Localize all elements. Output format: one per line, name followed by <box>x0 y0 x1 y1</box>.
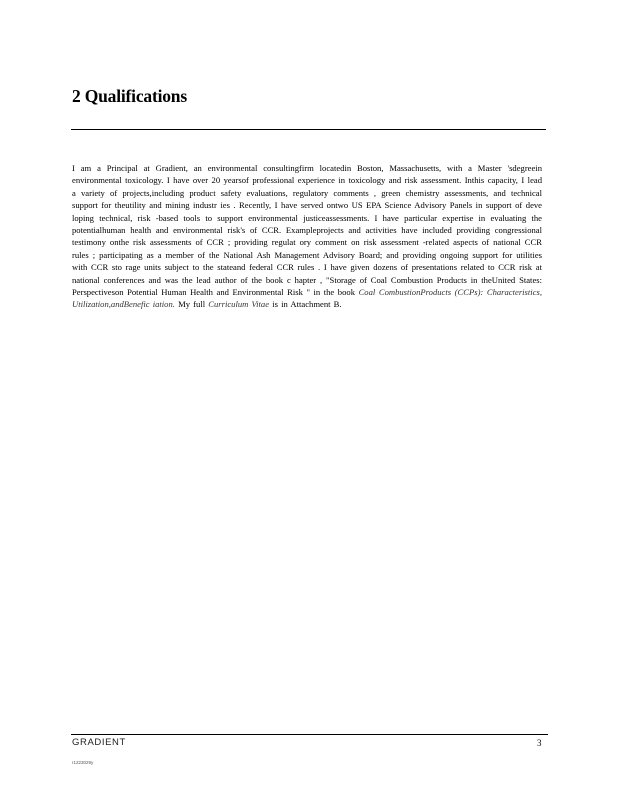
document-id: r1223029y <box>72 760 94 765</box>
paragraph-text-attachment: is in Attachment B. <box>272 299 342 310</box>
footer-divider <box>71 734 548 735</box>
book-title: Coal CombustionProducts (CCPs): Characteristics, Utilization,andBenefic iation. <box>72 287 542 310</box>
qualifications-paragraph <box>72 162 542 311</box>
heading-divider <box>71 129 546 130</box>
page-number: 3 <box>537 738 542 748</box>
paragraph-text-cv-intro: My full <box>178 299 206 310</box>
gradient-logo: GRADIENT <box>72 737 126 748</box>
paragraph-text: I am a Principal at Gradient, an environmental consultingfirm locatedin Boston, Massachusetts, with a Master 'sdegreein environmental toxicology. I have over 20 yearsof professional experience in toxicology and risk assessment. Inthis capacity, I lead a variety of projects,including product safety evaluations, regulatory comments , green chemistry assessments, and technical support for theutility and mining industr ies . Recently, I have served ontwo US EPA Science Advisory Panels in support of deve loping technical, risk -based tools to support environmental justiceassessments. I have particular expertise in evaluating the potentialhuman health and environmental risk's of CCR. Exampleprojects and activities have included providing congressional testimony onthe risk assessments of CCR ; providing regulat ory comment on risk assessment -related aspects of national CCR rules ; participating as a member of the National Ash Management Advisory Board; and providing ongoing support for utilities with CCR sto rage units subject to the stateand federal CCR rules . I have given dozens of presentations related to CCR risk at national conferences and was the lead author of the book c hapter , "Storage of Coal Combustion Products in theUnited States: Perspectiveson Potential Human Health and Environmental Risk " in the book <box>72 163 542 298</box>
curriculum-vitae-label: Curriculum Vitae <box>208 299 270 310</box>
section-heading: 2 Qualifications <box>72 86 187 106</box>
